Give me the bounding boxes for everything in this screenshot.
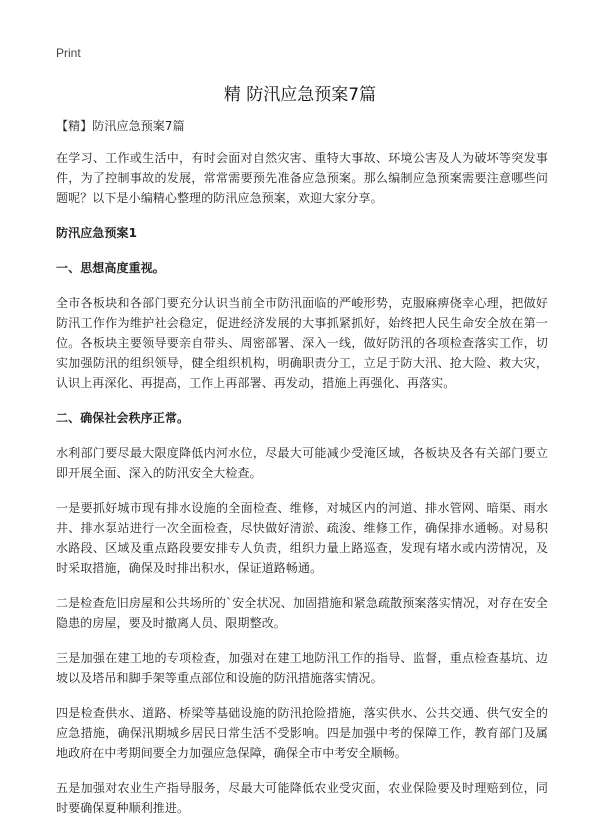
section-title: 防汛应急预案1 bbox=[56, 226, 138, 240]
paragraph-4: 二是检查危旧房屋和公共场所的`安全状况、加固措施和紧急疏散预案落实情况，对存在安全隐患的房屋，要及时撤离人员、限期整改。 bbox=[56, 596, 548, 630]
print-link[interactable]: Print bbox=[56, 46, 81, 60]
paragraph-6: 四是检查供水、道路、桥梁等基础设施的防汛抢险措施，落实供水、公共交通、供气安全的应急措施，确保汛期城乡居民日常生活不受影响。四是加强中考的保障工作，教育部门及属地政府在中考期间要全力加强应急保障，确保全市中考安全顺畅。 bbox=[56, 706, 548, 760]
paragraph-7: 五是加强对农业生产指导服务，尽最大可能降低农业受灾面，农业保险要及时理赔到位，同时要确保夏种顺利推进。 bbox=[56, 781, 548, 815]
paragraph-3: 一是要抓好城市现有排水设施的全面检查、维修，对城区内的河道、排水管网、暗渠、雨水井、排水泵站进行一次全面检查，尽快做好清淤、疏浚、维修工作，确保排水通畅。对易积水路段、区域及重点路段要安排专人负责，组织力量上路巡查，发现有堵水或内涝情况，及时采取措施，确保及时排出积水，保证道路畅通。 bbox=[56, 501, 548, 575]
paragraph-5: 三是加强在建工地的专项检查，加强对在建工地防汛工作的指导、监督，重点检查基坑、边坡以及塔吊和脚手架等重点部位和设施的防汛措施落实情况。 bbox=[56, 651, 548, 685]
paragraph-2: 水利部门要尽最大限度降低内河水位，尽最大可能减少受淹区域，各板块及各有关部门要立即开展全面、深入的防汛安全大检查。 bbox=[56, 446, 548, 480]
page-title: 精 防汛应急预案7篇 bbox=[223, 85, 377, 105]
heading-social-order: 二、确保社会秩序正常。 bbox=[56, 411, 190, 425]
document-subtitle: 【精】防汛应急预案7篇 bbox=[56, 119, 185, 133]
heading-ideology: 一、思想高度重视。 bbox=[56, 261, 165, 275]
intro-paragraph: 在学习、工作或生活中，有时会面对自然灾害、重特大事故、环境公害及人为破坏等突发事件，为了控制事故的发展，常常需要预先准备应急预案。那么编制应急预案需要注意哪些问题呢？以下是小编精心整理的防汛应急预案，欢迎大家分享。 bbox=[56, 151, 548, 205]
article-body bbox=[56, 116, 548, 833]
paragraph-1: 全市各板块和各部门要充分认识当前全市防汛面临的严峻形势，克服麻痹侥幸心理，把做好防汛工作作为维护社会稳定，促进经济发展的大事抓紧抓好，始终把人民生命安全放在第一位。各板块主要领导要亲自带头、周密部署、深入一线，做好防汛的各项检查落实工作，切实加强防汛的组织领导，健全组织机构，明确职责分工，立足于防大汛、抢大险、救大灾，认识上再深化、再提高，工作上再部署、再发动，措施上再强化、再落实。 bbox=[56, 296, 548, 390]
